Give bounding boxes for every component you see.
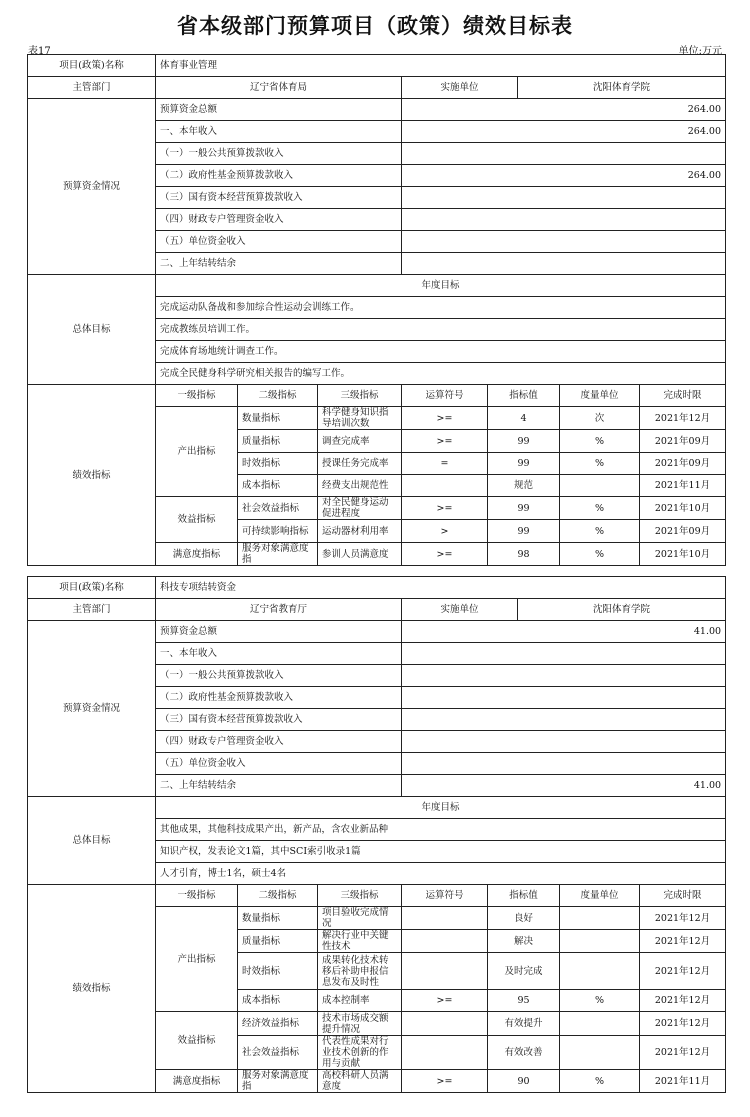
project-table	[27, 54, 726, 566]
indicator-header: 二级指标	[238, 885, 318, 907]
operator: >	[402, 520, 488, 543]
indicator-value: 有效提升	[488, 1012, 560, 1036]
indicator-header: 指标值	[488, 885, 560, 907]
level3-indicator: 调查完成率	[318, 430, 402, 453]
indicator-header: 指标值	[488, 385, 560, 407]
budget-row-label: 预算资金总额	[156, 621, 402, 643]
level2-indicator: 经济效益指标	[238, 1012, 318, 1036]
measure-unit	[560, 1012, 640, 1036]
level1-indicator: 效益指标	[156, 1012, 238, 1070]
budget-row-value: 41.00	[402, 621, 726, 643]
level2-indicator: 可持续影响指标	[238, 520, 318, 543]
deadline: 2021年11月	[640, 1070, 726, 1093]
unit-label: 单位:万元	[678, 46, 722, 57]
budget-row-label: （四）财政专户管理资金收入	[156, 731, 402, 753]
measure-unit	[560, 930, 640, 953]
level3-indicator: 成本控制率	[318, 990, 402, 1012]
budget-row-value: 264.00	[402, 99, 726, 121]
budget-row-value	[402, 209, 726, 231]
overall-goal-label: 总体目标	[28, 797, 156, 885]
operator: >=	[402, 497, 488, 520]
budget-row-label: （二）政府性基金预算拨款收入	[156, 687, 402, 709]
page-title: 省本级部门预算项目（政策）绩效目标表	[177, 13, 573, 38]
indicator-value: 98	[488, 543, 560, 566]
budget-row-value: 41.00	[402, 775, 726, 797]
indicator-value: 95	[488, 990, 560, 1012]
level3-indicator: 对全民健身运动促进程度	[318, 497, 402, 520]
indicator-value: 及时完成	[488, 953, 560, 990]
budget-row-value	[402, 665, 726, 687]
indicator-header: 完成时限	[640, 385, 726, 407]
indicator-value: 99	[488, 520, 560, 543]
budget-row-label: （三）国有资本经营预算拨款收入	[156, 187, 402, 209]
goal-text: 完成运动队备战和参加综合性运动会训练工作。	[156, 297, 726, 319]
level1-indicator: 产出指标	[156, 907, 238, 1012]
measure-unit	[560, 907, 640, 930]
project-name-label: 项目(政策)名称	[28, 55, 156, 77]
operator: >=	[402, 407, 488, 430]
deadline: 2021年12月	[640, 407, 726, 430]
indicator-value: 99	[488, 453, 560, 475]
level3-indicator: 代表性成果对行业技术创新的作用与贡献	[318, 1036, 402, 1070]
budget-row-label: （三）国有资本经营预算拨款收入	[156, 709, 402, 731]
level2-indicator: 社会效益指标	[238, 497, 318, 520]
indicator-header: 度量单位	[560, 885, 640, 907]
budget-row-label: （二）政府性基金预算拨款收入	[156, 165, 402, 187]
goal-text: 人才引育，博士1名，硕士4名	[156, 863, 726, 885]
impl-value: 沈阳体育学院	[518, 599, 726, 621]
budget-row-value: 264.00	[402, 121, 726, 143]
indicator-header: 度量单位	[560, 385, 640, 407]
indicator-value: 解决	[488, 930, 560, 953]
indicator-value: 99	[488, 430, 560, 453]
level3-indicator: 高校科研人员满意度	[318, 1070, 402, 1093]
operator	[402, 953, 488, 990]
indicator-header: 三级指标	[318, 385, 402, 407]
budget-section-label: 预算资金情况	[28, 621, 156, 797]
budget-row-label: 一、本年收入	[156, 121, 402, 143]
indicator-header: 一级指标	[156, 885, 238, 907]
indicator-value: 90	[488, 1070, 560, 1093]
goal-text: 完成全民健身科学研究相关报告的编写工作。	[156, 363, 726, 385]
budget-row-label: （四）财政专户管理资金收入	[156, 209, 402, 231]
budget-row-value	[402, 253, 726, 275]
indicator-header: 三级指标	[318, 885, 402, 907]
operator	[402, 907, 488, 930]
measure-unit	[560, 475, 640, 497]
operator: >=	[402, 543, 488, 566]
indicator-table	[156, 885, 726, 1093]
measure-unit: %	[560, 990, 640, 1012]
indicator-header: 运算符号	[402, 885, 488, 907]
budget-row-value	[402, 187, 726, 209]
measure-unit: %	[560, 520, 640, 543]
indicator-header: 运算符号	[402, 385, 488, 407]
level2-indicator: 时效指标	[238, 953, 318, 990]
measure-unit	[560, 1036, 640, 1070]
measure-unit	[560, 953, 640, 990]
level2-indicator: 社会效益指标	[238, 1036, 318, 1070]
level3-indicator: 项目验收完成情况	[318, 907, 402, 930]
measure-unit: %	[560, 453, 640, 475]
indicator-value: 有效改善	[488, 1036, 560, 1070]
dept-value: 辽宁省教育厅	[156, 599, 402, 621]
level2-indicator: 质量指标	[238, 430, 318, 453]
deadline: 2021年10月	[640, 497, 726, 520]
level3-indicator: 运动器材利用率	[318, 520, 402, 543]
budget-row-value	[402, 687, 726, 709]
measure-unit: 次	[560, 407, 640, 430]
operator	[402, 1036, 488, 1070]
level1-indicator: 满意度指标	[156, 1070, 238, 1093]
project-name-value: 体育事业管理	[156, 55, 726, 77]
level2-indicator: 成本指标	[238, 990, 318, 1012]
impl-label: 实施单位	[402, 77, 518, 99]
measure-unit: %	[560, 1070, 640, 1093]
level2-indicator: 成本指标	[238, 475, 318, 497]
perf-label: 绩效指标	[28, 885, 156, 1093]
level2-indicator: 数量指标	[238, 907, 318, 930]
indicator-header: 完成时限	[640, 885, 726, 907]
level3-indicator: 科学健身知识指导培训次数	[318, 407, 402, 430]
operator	[402, 475, 488, 497]
budget-row-label: 预算资金总额	[156, 99, 402, 121]
goal-text: 完成教练员培训工作。	[156, 319, 726, 341]
goal-text: 其他成果，其他科技成果产出，新产品，含农业新品种	[156, 819, 726, 841]
overall-goal-label: 总体目标	[28, 275, 156, 385]
deadline: 2021年10月	[640, 543, 726, 566]
level3-indicator: 授课任务完成率	[318, 453, 402, 475]
table-number: 表17	[28, 46, 51, 57]
level2-indicator: 时效指标	[238, 453, 318, 475]
budget-row-label: （一）一般公共预算拨款收入	[156, 665, 402, 687]
budget-row-value: 264.00	[402, 165, 726, 187]
deadline: 2021年09月	[640, 520, 726, 543]
level1-indicator: 产出指标	[156, 407, 238, 497]
operator: =	[402, 453, 488, 475]
budget-row-label: （一）一般公共预算拨款收入	[156, 143, 402, 165]
indicator-grid-cell	[156, 885, 726, 1093]
budget-row-label: 一、本年收入	[156, 643, 402, 665]
deadline: 2021年09月	[640, 453, 726, 475]
indicator-header: 一级指标	[156, 385, 238, 407]
deadline: 2021年12月	[640, 1036, 726, 1070]
budget-row-value	[402, 231, 726, 253]
annual-goal-header: 年度目标	[156, 797, 726, 819]
budget-row-label: 二、上年结转结余	[156, 253, 402, 275]
indicator-value: 规范	[488, 475, 560, 497]
operator: >=	[402, 430, 488, 453]
measure-unit: %	[560, 497, 640, 520]
deadline: 2021年11月	[640, 475, 726, 497]
deadline: 2021年12月	[640, 953, 726, 990]
dept-label: 主管部门	[28, 77, 156, 99]
level3-indicator: 参训人员满意度	[318, 543, 402, 566]
operator	[402, 930, 488, 953]
level3-indicator: 解决行业中关键性技术	[318, 930, 402, 953]
operator: >=	[402, 1070, 488, 1093]
level2-indicator: 数量指标	[238, 407, 318, 430]
budget-row-value	[402, 731, 726, 753]
measure-unit: %	[560, 543, 640, 566]
deadline: 2021年09月	[640, 430, 726, 453]
project-name-value: 科技专项结转资金	[156, 577, 726, 599]
project-table	[27, 576, 726, 1093]
budget-row-label: 二、上年结转结余	[156, 775, 402, 797]
operator	[402, 1012, 488, 1036]
budget-row-label: （五）单位资金收入	[156, 753, 402, 775]
perf-label: 绩效指标	[28, 385, 156, 566]
budget-row-value	[402, 143, 726, 165]
indicator-table	[156, 385, 726, 566]
impl-label: 实施单位	[402, 599, 518, 621]
indicator-header: 二级指标	[238, 385, 318, 407]
dept-value: 辽宁省体育局	[156, 77, 402, 99]
deadline: 2021年12月	[640, 930, 726, 953]
indicator-grid-cell	[156, 385, 726, 566]
level2-indicator: 质量指标	[238, 930, 318, 953]
level3-indicator: 技术市场成交额提升情况	[318, 1012, 402, 1036]
level3-indicator: 成果转化技术转移后补助申报信息发布及时性	[318, 953, 402, 990]
project-name-label: 项目(政策)名称	[28, 577, 156, 599]
budget-row-value	[402, 709, 726, 731]
dept-label: 主管部门	[28, 599, 156, 621]
impl-value: 沈阳体育学院	[518, 77, 726, 99]
goal-text: 完成体育场地统计调查工作。	[156, 341, 726, 363]
budget-section-label: 预算资金情况	[28, 99, 156, 275]
budget-row-value	[402, 643, 726, 665]
budget-row-label: （五）单位资金收入	[156, 231, 402, 253]
deadline: 2021年12月	[640, 907, 726, 930]
indicator-value: 4	[488, 407, 560, 430]
indicator-value: 99	[488, 497, 560, 520]
level1-indicator: 效益指标	[156, 497, 238, 543]
measure-unit: %	[560, 430, 640, 453]
level2-indicator: 服务对象满意度指	[238, 543, 318, 566]
level3-indicator: 经费支出规范性	[318, 475, 402, 497]
deadline: 2021年12月	[640, 1012, 726, 1036]
annual-goal-header: 年度目标	[156, 275, 726, 297]
budget-row-value	[402, 753, 726, 775]
deadline: 2021年12月	[640, 990, 726, 1012]
level1-indicator: 满意度指标	[156, 543, 238, 566]
level2-indicator: 服务对象满意度指	[238, 1070, 318, 1093]
operator: >=	[402, 990, 488, 1012]
goal-text: 知识产权，发表论文1篇，其中SCI索引收录1篇	[156, 841, 726, 863]
indicator-value: 良好	[488, 907, 560, 930]
